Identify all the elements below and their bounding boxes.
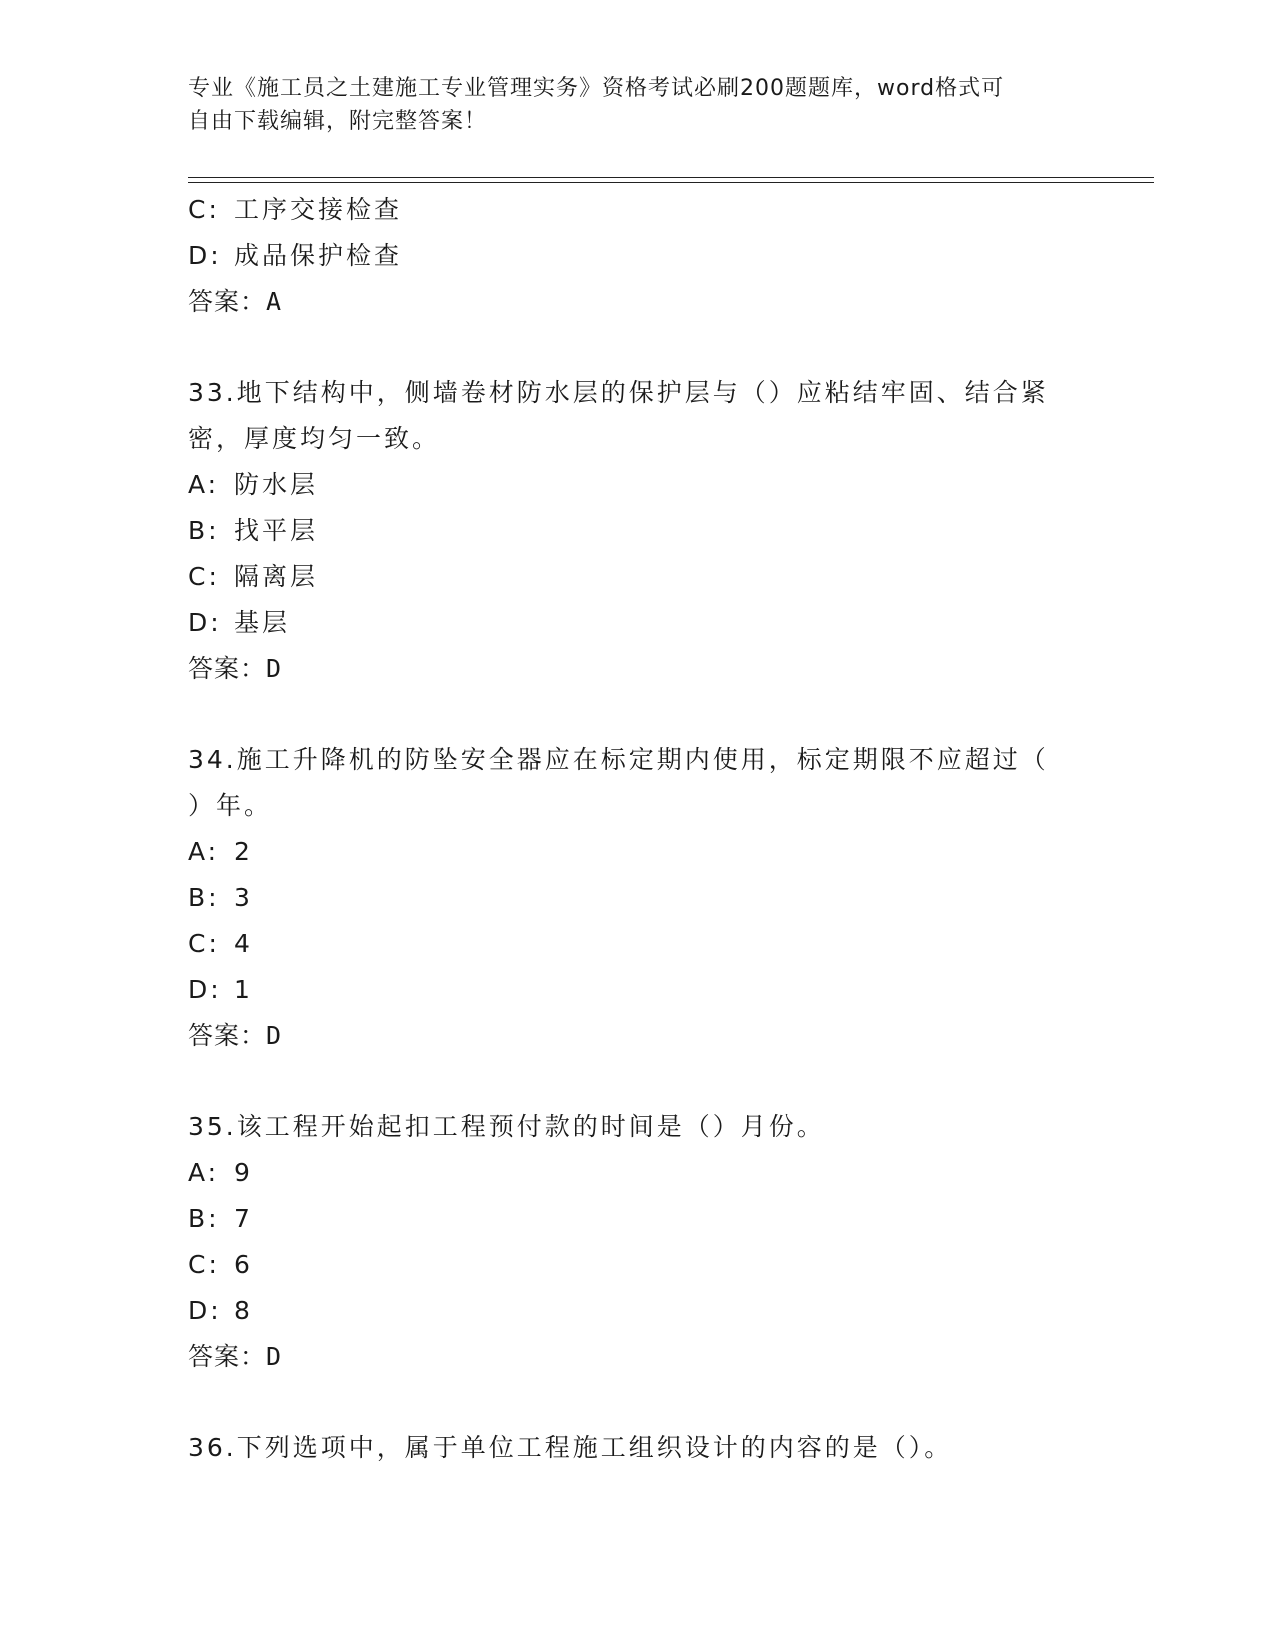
option-letter: D: bbox=[188, 241, 222, 270]
option-letter: B: bbox=[188, 883, 220, 912]
option-text: 8 bbox=[234, 1296, 253, 1325]
option-text: 1 bbox=[234, 975, 253, 1004]
question-33 bbox=[188, 370, 1078, 692]
question-stem-line: 33.地下结构中，侧墙卷材防水层的保护层与（）应粘结牢固、结合紧 bbox=[188, 378, 1049, 407]
question-34 bbox=[188, 737, 1078, 1059]
question-stem-line: 密，厚度均匀一致。 bbox=[188, 424, 441, 453]
option-d bbox=[188, 233, 1078, 279]
option-d bbox=[188, 600, 1078, 646]
option-letter: B: bbox=[188, 516, 220, 545]
option-text: 7 bbox=[234, 1204, 253, 1233]
option-letter: D: bbox=[188, 1296, 222, 1325]
option-letter: C: bbox=[188, 1250, 220, 1279]
option-b bbox=[188, 875, 1078, 921]
option-letter: A: bbox=[188, 470, 220, 499]
option-c bbox=[188, 1242, 1078, 1288]
question-32-tail bbox=[188, 187, 1078, 325]
option-letter: C: bbox=[188, 929, 220, 958]
option-text: 9 bbox=[234, 1158, 253, 1187]
answer-line: 答案：D bbox=[188, 1021, 283, 1050]
option-c bbox=[188, 554, 1078, 600]
option-text: 防水层 bbox=[234, 470, 319, 499]
option-text: 基层 bbox=[234, 608, 291, 637]
option-letter: B: bbox=[188, 1204, 220, 1233]
option-letter: C: bbox=[188, 562, 220, 591]
question-stem-line: 36.下列选项中，属于单位工程施工组织设计的内容的是（）。 bbox=[188, 1433, 953, 1462]
option-b bbox=[188, 1196, 1078, 1242]
option-a bbox=[188, 1150, 1078, 1196]
header-line-2: 自由下载编辑，附完整答案！ bbox=[188, 109, 488, 134]
option-a bbox=[188, 829, 1078, 875]
option-d bbox=[188, 967, 1078, 1013]
option-text: 2 bbox=[234, 837, 253, 866]
header-line-1: 专业《施工员之土建施工专业管理实务》资格考试必刷200题题库，word格式可 bbox=[188, 76, 1005, 101]
option-a bbox=[188, 462, 1078, 508]
option-text: 6 bbox=[234, 1250, 253, 1279]
question-list bbox=[188, 187, 1078, 1471]
question-stem-line: ）年。 bbox=[188, 791, 273, 820]
question-stem-line: 35.该工程开始起扣工程预付款的时间是（）月份。 bbox=[188, 1112, 825, 1141]
option-letter: A: bbox=[188, 1158, 220, 1187]
option-text: 工序交接检查 bbox=[234, 195, 403, 224]
option-text: 4 bbox=[234, 929, 253, 958]
option-c bbox=[188, 921, 1078, 967]
option-letter: A: bbox=[188, 837, 220, 866]
option-letter: C: bbox=[188, 195, 220, 224]
option-d bbox=[188, 1288, 1078, 1334]
answer-line: 答案：A bbox=[188, 287, 283, 316]
document-header bbox=[188, 72, 1068, 138]
question-35 bbox=[188, 1104, 1078, 1380]
question-stem-line: 34.施工升降机的防坠安全器应在标定期内使用，标定期限不应超过（ bbox=[188, 745, 1049, 774]
option-letter: D: bbox=[188, 608, 222, 637]
option-c bbox=[188, 187, 1078, 233]
option-text: 隔离层 bbox=[234, 562, 319, 591]
option-text: 3 bbox=[234, 883, 253, 912]
option-text: 找平层 bbox=[234, 516, 319, 545]
option-text: 成品保护检查 bbox=[234, 241, 403, 270]
option-b bbox=[188, 508, 1078, 554]
question-36 bbox=[188, 1425, 1078, 1471]
header-divider bbox=[188, 177, 1154, 183]
answer-line: 答案：D bbox=[188, 1342, 283, 1371]
option-letter: D: bbox=[188, 975, 222, 1004]
answer-line: 答案：D bbox=[188, 654, 283, 683]
